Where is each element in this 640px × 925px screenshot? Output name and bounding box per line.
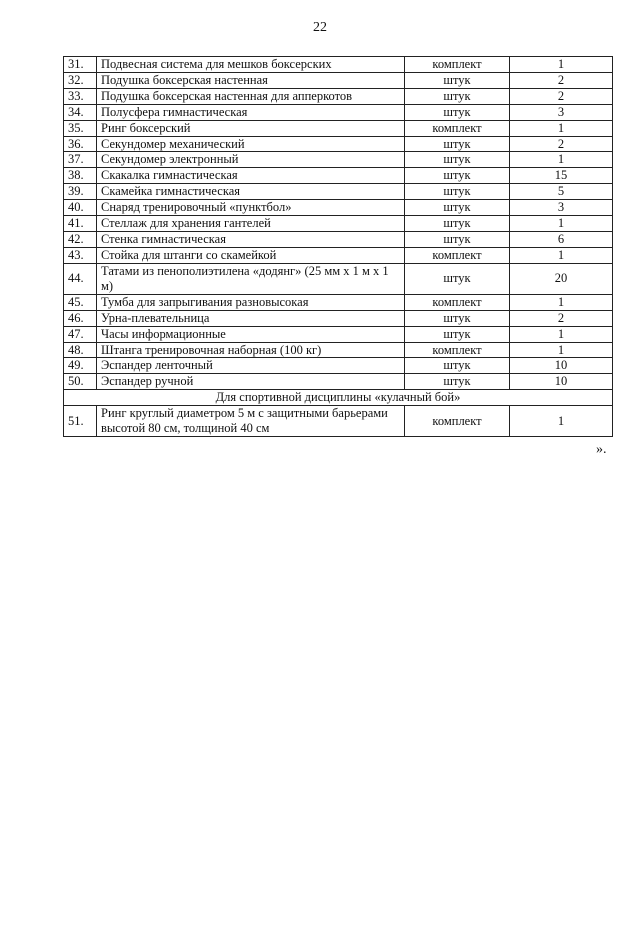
item-name: Подвесная система для мешков боксерских [97, 57, 405, 73]
item-unit: комплект [405, 120, 510, 136]
item-name: Подушка боксерская настенная для апперкотов [97, 88, 405, 104]
item-quantity: 10 [510, 374, 613, 390]
item-name: Часы информационные [97, 326, 405, 342]
item-name: Тумба для запрыгивания разновысокая [97, 294, 405, 310]
item-unit: штук [405, 326, 510, 342]
table-row [64, 326, 613, 342]
row-number: 50. [64, 374, 97, 390]
item-unit: комплект [405, 342, 510, 358]
item-unit: штук [405, 263, 510, 294]
item-name: Ринг боксерский [97, 120, 405, 136]
item-unit: комплект [405, 57, 510, 73]
item-quantity: 2 [510, 72, 613, 88]
item-name: Стенка гимнастическая [97, 231, 405, 247]
table-row [64, 120, 613, 136]
item-name: Скакалка гимнастическая [97, 168, 405, 184]
item-unit: штук [405, 358, 510, 374]
table-row [64, 168, 613, 184]
item-name: Секундомер электронный [97, 152, 405, 168]
row-number: 48. [64, 342, 97, 358]
table-row [64, 310, 613, 326]
table-row [64, 374, 613, 390]
table-row [64, 57, 613, 73]
item-name: Полусфера гимнастическая [97, 104, 405, 120]
row-number: 37. [64, 152, 97, 168]
row-number: 39. [64, 184, 97, 200]
item-unit: штук [405, 136, 510, 152]
row-number: 33. [64, 88, 97, 104]
item-unit: штук [405, 374, 510, 390]
item-name: Эспандер ручной [97, 374, 405, 390]
item-quantity: 3 [510, 200, 613, 216]
item-name: Ринг круглый диаметром 5 м с защитными барьерами высотой 80 см, толщиной 40 см [97, 406, 405, 437]
item-quantity: 1 [510, 342, 613, 358]
row-number: 32. [64, 72, 97, 88]
page-number: 22 [313, 20, 327, 35]
item-quantity: 1 [510, 216, 613, 232]
item-unit: штук [405, 72, 510, 88]
item-name: Урна-плевательница [97, 310, 405, 326]
table-row [64, 88, 613, 104]
item-name: Снаряд тренировочный «пунктбол» [97, 200, 405, 216]
item-name: Стойка для штанги со скамейкой [97, 247, 405, 263]
row-number: 45. [64, 294, 97, 310]
item-quantity: 2 [510, 136, 613, 152]
item-unit: штук [405, 168, 510, 184]
row-number: 51. [64, 406, 97, 437]
item-unit: комплект [405, 294, 510, 310]
item-quantity: 1 [510, 152, 613, 168]
table-row [64, 342, 613, 358]
row-number: 40. [64, 200, 97, 216]
row-number: 42. [64, 231, 97, 247]
table-row [64, 231, 613, 247]
item-quantity: 2 [510, 310, 613, 326]
table-row [64, 104, 613, 120]
row-number: 49. [64, 358, 97, 374]
item-quantity: 1 [510, 120, 613, 136]
item-unit: штук [405, 184, 510, 200]
table-row [64, 200, 613, 216]
row-number: 38. [64, 168, 97, 184]
item-quantity: 1 [510, 247, 613, 263]
item-unit: штук [405, 216, 510, 232]
item-unit: штук [405, 88, 510, 104]
item-quantity: 10 [510, 358, 613, 374]
table-row [64, 152, 613, 168]
item-quantity: 6 [510, 231, 613, 247]
row-number: 47. [64, 326, 97, 342]
item-unit: комплект [405, 247, 510, 263]
item-unit: комплект [405, 406, 510, 437]
table-row [64, 184, 613, 200]
item-quantity: 1 [510, 326, 613, 342]
table-row [64, 294, 613, 310]
item-unit: штук [405, 200, 510, 216]
item-unit: штук [405, 152, 510, 168]
row-number: 43. [64, 247, 97, 263]
item-quantity: 20 [510, 263, 613, 294]
item-name: Штанга тренировочная наборная (100 кг) [97, 342, 405, 358]
row-number: 36. [64, 136, 97, 152]
item-name: Скамейка гимнастическая [97, 184, 405, 200]
equipment-table-body [64, 57, 613, 437]
item-quantity: 5 [510, 184, 613, 200]
item-quantity: 1 [510, 406, 613, 437]
closing-quote-mark: ». [596, 442, 607, 457]
item-quantity: 15 [510, 168, 613, 184]
equipment-table [63, 56, 613, 437]
table-row [64, 216, 613, 232]
row-number: 46. [64, 310, 97, 326]
row-number: 41. [64, 216, 97, 232]
item-quantity: 1 [510, 294, 613, 310]
table-row [64, 247, 613, 263]
item-name: Эспандер ленточный [97, 358, 405, 374]
row-number: 31. [64, 57, 97, 73]
table-row [64, 263, 613, 294]
item-unit: штук [405, 104, 510, 120]
item-name: Подушка боксерская настенная [97, 72, 405, 88]
item-unit: штук [405, 231, 510, 247]
table-row [64, 72, 613, 88]
item-quantity: 1 [510, 57, 613, 73]
section-heading-row [64, 390, 613, 406]
row-number: 34. [64, 104, 97, 120]
item-name: Секундомер механический [97, 136, 405, 152]
table-row [64, 406, 613, 437]
item-name: Стеллаж для хранения гантелей [97, 216, 405, 232]
table-row [64, 136, 613, 152]
table-row [64, 358, 613, 374]
item-name: Татами из пенополиэтилена «додянг» (25 мм х 1 м х 1 м) [97, 263, 405, 294]
row-number: 35. [64, 120, 97, 136]
item-quantity: 2 [510, 88, 613, 104]
section-heading: Для спортивной дисциплины «кулачный бой» [64, 390, 613, 406]
item-unit: штук [405, 310, 510, 326]
row-number: 44. [64, 263, 97, 294]
item-quantity: 3 [510, 104, 613, 120]
